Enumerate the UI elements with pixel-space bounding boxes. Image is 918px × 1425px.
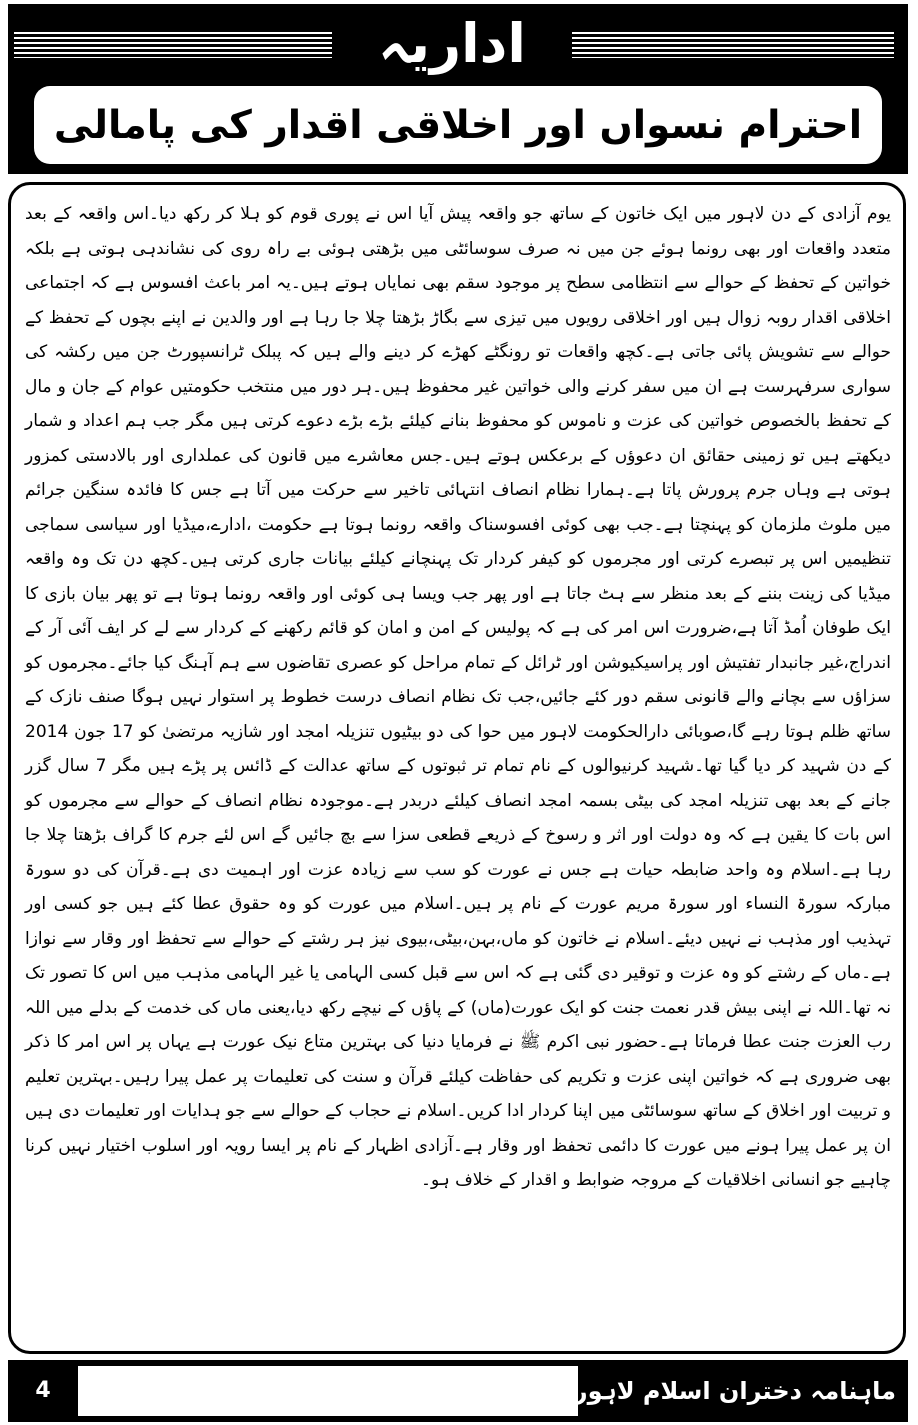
headline-box [34, 86, 882, 164]
journal-issue: ماہنامہ دختران اسلام لاہور ستمبر 2021 [416, 1377, 896, 1405]
article-body: یوم آزادی کے دن لاہور میں ایک خاتون کے ساتھ جو واقعہ پیش آیا اس نے پوری قوم کو ہلا کر رکھ دیا۔اس واقعہ کے بعد متعدد واقعات اور بھی رونما ہوئے جن میں نہ صرف سوسائٹی میں بڑھتی ہوئی بے راہ روی کی نشاندہی ہوتی ہے بلکہ خواتین کے تحفظ کے حوالے سے انتظامی سطح پر موجود سقم بھی نمایاں ہوتے ہیں۔یہ امر باعث افسوس ہے کہ اجتماعی اخلاقی اقدار روبہ زوال ہیں اور اخلاقی رویوں میں تیزی سے بگاڑ بڑھتا چلا جا رہا ہے اور والدین نے اپنے بچوں کے تحفظ کے حوالے سے تشویش پائی جاتی ہے۔کچھ واقعات تو رونگٹے کھڑے کر دینے والے ہیں کہ پبلک ٹرانسپورٹ جن میں رکشہ کی سواری سرفہرست ہے ان میں سفر کرنے والی خواتین غیر محفوظ ہیں۔ہر دور میں منتخب حکومتیں عوام کے جان و مال کے تحفظ بالخصوص خواتین کی عزت و ناموس کو محفوظ بنانے کیلئے بڑے بڑے دعوے کرتی ہیں مگر جب ہم اعداد و شمار دیکھتے ہیں تو زمینی حقائق ان دعوؤں کے برعکس ہوتے ہیں۔جس معاشرے میں قانون کی عملداری اور بالادستی کمزور ہوتی ہے وہاں جرم پرورش پاتا ہے۔ہمارا نظام انصاف انتہائی تاخیر سے حرکت میں آتا ہے جس کا فائدہ سنگین جرائم میں ملوث ملزمان کو پہنچتا ہے۔جب بھی کوئی افسوسناک واقعہ رونما ہوتا ہے حکومت ،ادارے،میڈیا اور سیاسی سماجی تنظیمیں اس پر تبصرے کرتی اور مجرموں کو کیفر کردار تک پہنچانے کیلئے بیانات جاری کرتی ہیں۔کچھ دن تک وہ واقعہ میڈیا کی زینت بننے کے بعد منظر سے ہٹ جاتا ہے اور پھر جب ویسا ہی کوئی اور واقعہ رونما ہوتا ہے تو پھر بیان بازی کا ایک طوفان اُمڈ آتا ہے،ضرورت اس امر کی ہے کہ پولیس کے امن و امان کو قائم رکھنے کے کردار سے لے کر ایف آئی آر کے اندراج،غیر جانبدار تفتیش اور پراسیکیوشن اور ٹرائل کے تمام مراحل کو عصری تقاضوں سے ہم آہنگ کیا جائے۔مجرموں کو سزاؤں سے بچانے والے قانونی سقم دور کئے جائیں،جب تک نظام انصاف درست خطوط پر استوار نہیں ہوگا صنف نازک کے ساتھ ظلم ہوتا رہے گا،صوبائی دارالحکومت لاہور میں حوا کی دو بیٹیوں تنزیلہ امجد اور شازیہ مرتضیٰ کو 17 جون 2014 کے دن شہید کر دیا گیا تھا۔شہید کرنیوالوں کے نام تمام تر ثبوتوں کے ساتھ عدالت کے ڈائس پر پڑے ہیں مگر 7 سال گزر جانے کے بعد بھی تنزیلہ امجد کی بیٹی بسمہ امجد انصاف کیلئے دربدر ہے۔موجودہ نظام انصاف کے حوالے سے مجرموں کو اس بات کا یقین ہے کہ وہ دولت اور اثر و رسوخ کے ذریعے قطعی سزا سے بچ جائیں گے اس لئے جرم کا گراف بڑھتا چلا جا رہا ہے۔اسلام وہ واحد ضابطہ حیات ہے جس نے عورت کو سب سے زیادہ عزت اور اہمیت دی ہے۔قرآن کی دو سورۃ مبارکہ سورۃ النساء اور سورۃ مریم عورت کے نام پر ہیں۔اسلام میں عورت کو وہ حقوق عطا کئے ہیں جو کسی اور تہذیب اور مذہب نے نہیں دیئے۔اسلام نے خاتون کو ماں،بہن،بیٹی،بیوی نیز ہر رشتے کے حوالے سے تحفظ اور وقار سے نوازا ہے۔ماں کے رشتے کو وہ عزت و توقیر دی گئی ہے کہ اس سے قبل کسی الہامی یا غیر الہامی مذہب میں اس کا تصور تک نہ تھا۔اللہ نے اپنی بیش قدر نعمت جنت کو ایک عورت(ماں) کے پاؤں کے نیچے رکھ دیا،یعنی ماں کی خدمت کے بدلے میں اللہ رب العزت جنت عطا فرماتا ہے۔حضور نبی اکرم ﷺ نے فرمایا دنیا کی بہترین متاع نیک عورت ہے یہاں پر اس امر کا ذکر بھی ضروری ہے کہ خواتین اپنی عزت و تکریم کی حفاظت کیلئے قرآن و سنت کی تعلیمات پر عمل پیرا رہیں۔بہترین تعلیم و تربیت اور اخلاق کے ساتھ سوسائٹی میں اپنا کردار ادا کریں۔اسلام نے حجاب کے حوالے سے جو ہدایات اور تعلیمات دی ہیں ان پر عمل پیرا ہونے میں عورت کا دائمی تحفظ اور وقار ہے۔آزادی اظہار کے نام پر ایسا رویہ اور اسلوب اختیار نہیں کرنا چاہیے جو انسانی اخلاقیات کے مروجہ ضوابط و اقدار کے خلاف ہو۔ [25, 204, 891, 1190]
headline: احترام نسواں اور اخلاقی اقدار کی پامالی [53, 102, 863, 148]
masthead-rule-left [14, 32, 332, 58]
masthead-rule-right [572, 32, 894, 58]
page-number: 4 [35, 1378, 51, 1403]
page-footer [8, 1360, 908, 1422]
editorial-header [8, 4, 908, 174]
article-frame [8, 182, 906, 1354]
masthead-title: اداریہ [378, 12, 526, 75]
